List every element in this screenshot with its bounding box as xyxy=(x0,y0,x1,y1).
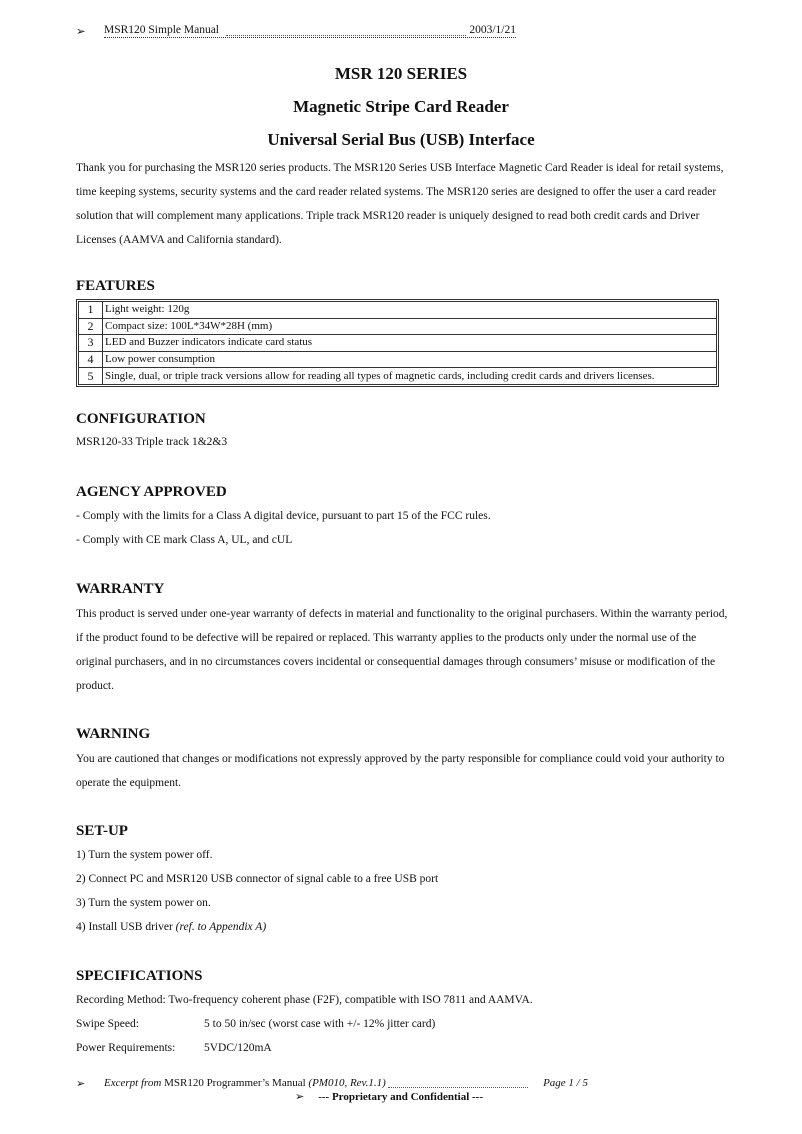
footer-excerpt-rev: (PM010, Rev.1.1) xyxy=(308,1077,386,1089)
configuration-heading: CONFIGURATION xyxy=(76,411,206,427)
feature-text: Single, dual, or triple track versions allow for reading all types of magnetic cards, including credit cards and drivers licenses. xyxy=(103,368,717,385)
header-date: 2003/1/21 xyxy=(469,24,516,36)
setup-step: 2) Connect PC and MSR120 USB connector of signal cable to a free USB port xyxy=(76,873,439,885)
footer-page-number: Page 1 / 5 xyxy=(543,1077,588,1089)
table-row xyxy=(79,351,717,368)
warranty-paragraph: This product is served under one-year warranty of defects in material and functionality to the original purchasers. Within the warranty period, if the product found to be defective will be repaired or replaced. This warranty applies to the products only under the normal use of the original purchasers, and in no circumstances covers incidental or consequential damages through consumers’ misuse or modification of the product. xyxy=(76,608,728,692)
warranty-heading: WARRANTY xyxy=(76,581,165,597)
feature-number: 2 xyxy=(79,318,103,335)
setup-heading: SET-UP xyxy=(76,823,128,839)
feature-text: Compact size: 100L*34W*28H (mm) xyxy=(103,318,717,335)
feature-text: Light weight: 120g xyxy=(103,302,717,319)
spec-power-value: 5VDC/120mA xyxy=(204,1042,272,1054)
table-row xyxy=(79,368,717,385)
footer-bullet-2-icon: ➢ xyxy=(295,1091,305,1103)
spec-swipe-value: 5 to 50 in/sec (worst case with +/- 12% jitter card) xyxy=(204,1018,436,1030)
setup-step-text: 4) Install USB driver xyxy=(76,921,176,933)
feature-number: 5 xyxy=(79,368,103,385)
footer-excerpt-title: MSR120 Programmer’s Manual xyxy=(164,1077,309,1089)
features-heading: FEATURES xyxy=(76,278,155,294)
spec-power-label: Power Requirements: xyxy=(76,1042,176,1054)
features-table xyxy=(76,299,719,387)
spec-swipe-label: Swipe Speed: xyxy=(76,1018,139,1030)
header-manual-title: MSR120 Simple Manual xyxy=(104,24,220,36)
footer-leader xyxy=(388,1087,528,1088)
table-row xyxy=(79,318,717,335)
header-leader xyxy=(226,35,466,36)
spec-recording-method: Recording Method: Two-frequency coherent phase (F2F), compatible with ISO 7811 and AAMVA. xyxy=(76,994,533,1006)
feature-text: LED and Buzzer indicators indicate card status xyxy=(103,335,717,352)
title-product: Magnetic Stripe Card Reader xyxy=(293,97,509,116)
title-series: MSR 120 SERIES xyxy=(334,64,468,83)
feature-number: 1 xyxy=(79,302,103,319)
footer-bullet-icon: ➢ xyxy=(76,1078,86,1090)
setup-step-4 xyxy=(76,921,266,933)
page-footer xyxy=(76,1077,588,1091)
agency-heading: AGENCY APPROVED xyxy=(76,484,227,500)
footer-excerpt xyxy=(104,1077,386,1089)
setup-step: 1) Turn the system power off. xyxy=(76,849,213,861)
table-row xyxy=(79,302,717,319)
footer-confidential xyxy=(295,1090,483,1103)
feature-number: 3 xyxy=(79,335,103,352)
intro-paragraph: Thank you for purchasing the MSR120 series products. The MSR120 Series USB Interface Magnetic Card Reader is ideal for retail systems, time keeping systems, security systems and the card reader related systems. The MSR120 series are designed to offer the user a card reader solution that will complement many applications. Triple track MSR120 reader is uniquely designed to read both credit cards and Driver Licenses (AAMVA and California standard). xyxy=(76,162,724,246)
specifications-heading: SPECIFICATIONS xyxy=(76,968,203,984)
table-row xyxy=(79,335,717,352)
confidential-notice: --- Proprietary and Confidential --- xyxy=(318,1091,483,1103)
setup-step: 3) Turn the system power on. xyxy=(76,897,211,909)
footer-excerpt-prefix: Excerpt from xyxy=(104,1077,165,1089)
configuration-text: MSR120-33 Triple track 1&2&3 xyxy=(76,436,228,448)
warning-paragraph: You are cautioned that changes or modifications not expressly approved by the party responsible for compliance could void your authority to operate the equipment. xyxy=(76,753,725,789)
warning-heading: WARNING xyxy=(76,726,151,742)
feature-number: 4 xyxy=(79,351,103,368)
agency-line: - Comply with the limits for a Class A digital device, pursuant to part 15 of the FCC rules. xyxy=(76,510,491,522)
header-bullet-icon: ➢ xyxy=(76,26,86,38)
page-header xyxy=(76,24,516,40)
feature-text: Low power consumption xyxy=(103,351,717,368)
title-interface: Universal Serial Bus (USB) Interface xyxy=(267,130,535,149)
header-underline xyxy=(104,37,516,38)
appendix-reference: (ref. to Appendix A) xyxy=(175,921,267,933)
agency-line: - Comply with CE mark Class A, UL, and cUL xyxy=(76,534,293,546)
